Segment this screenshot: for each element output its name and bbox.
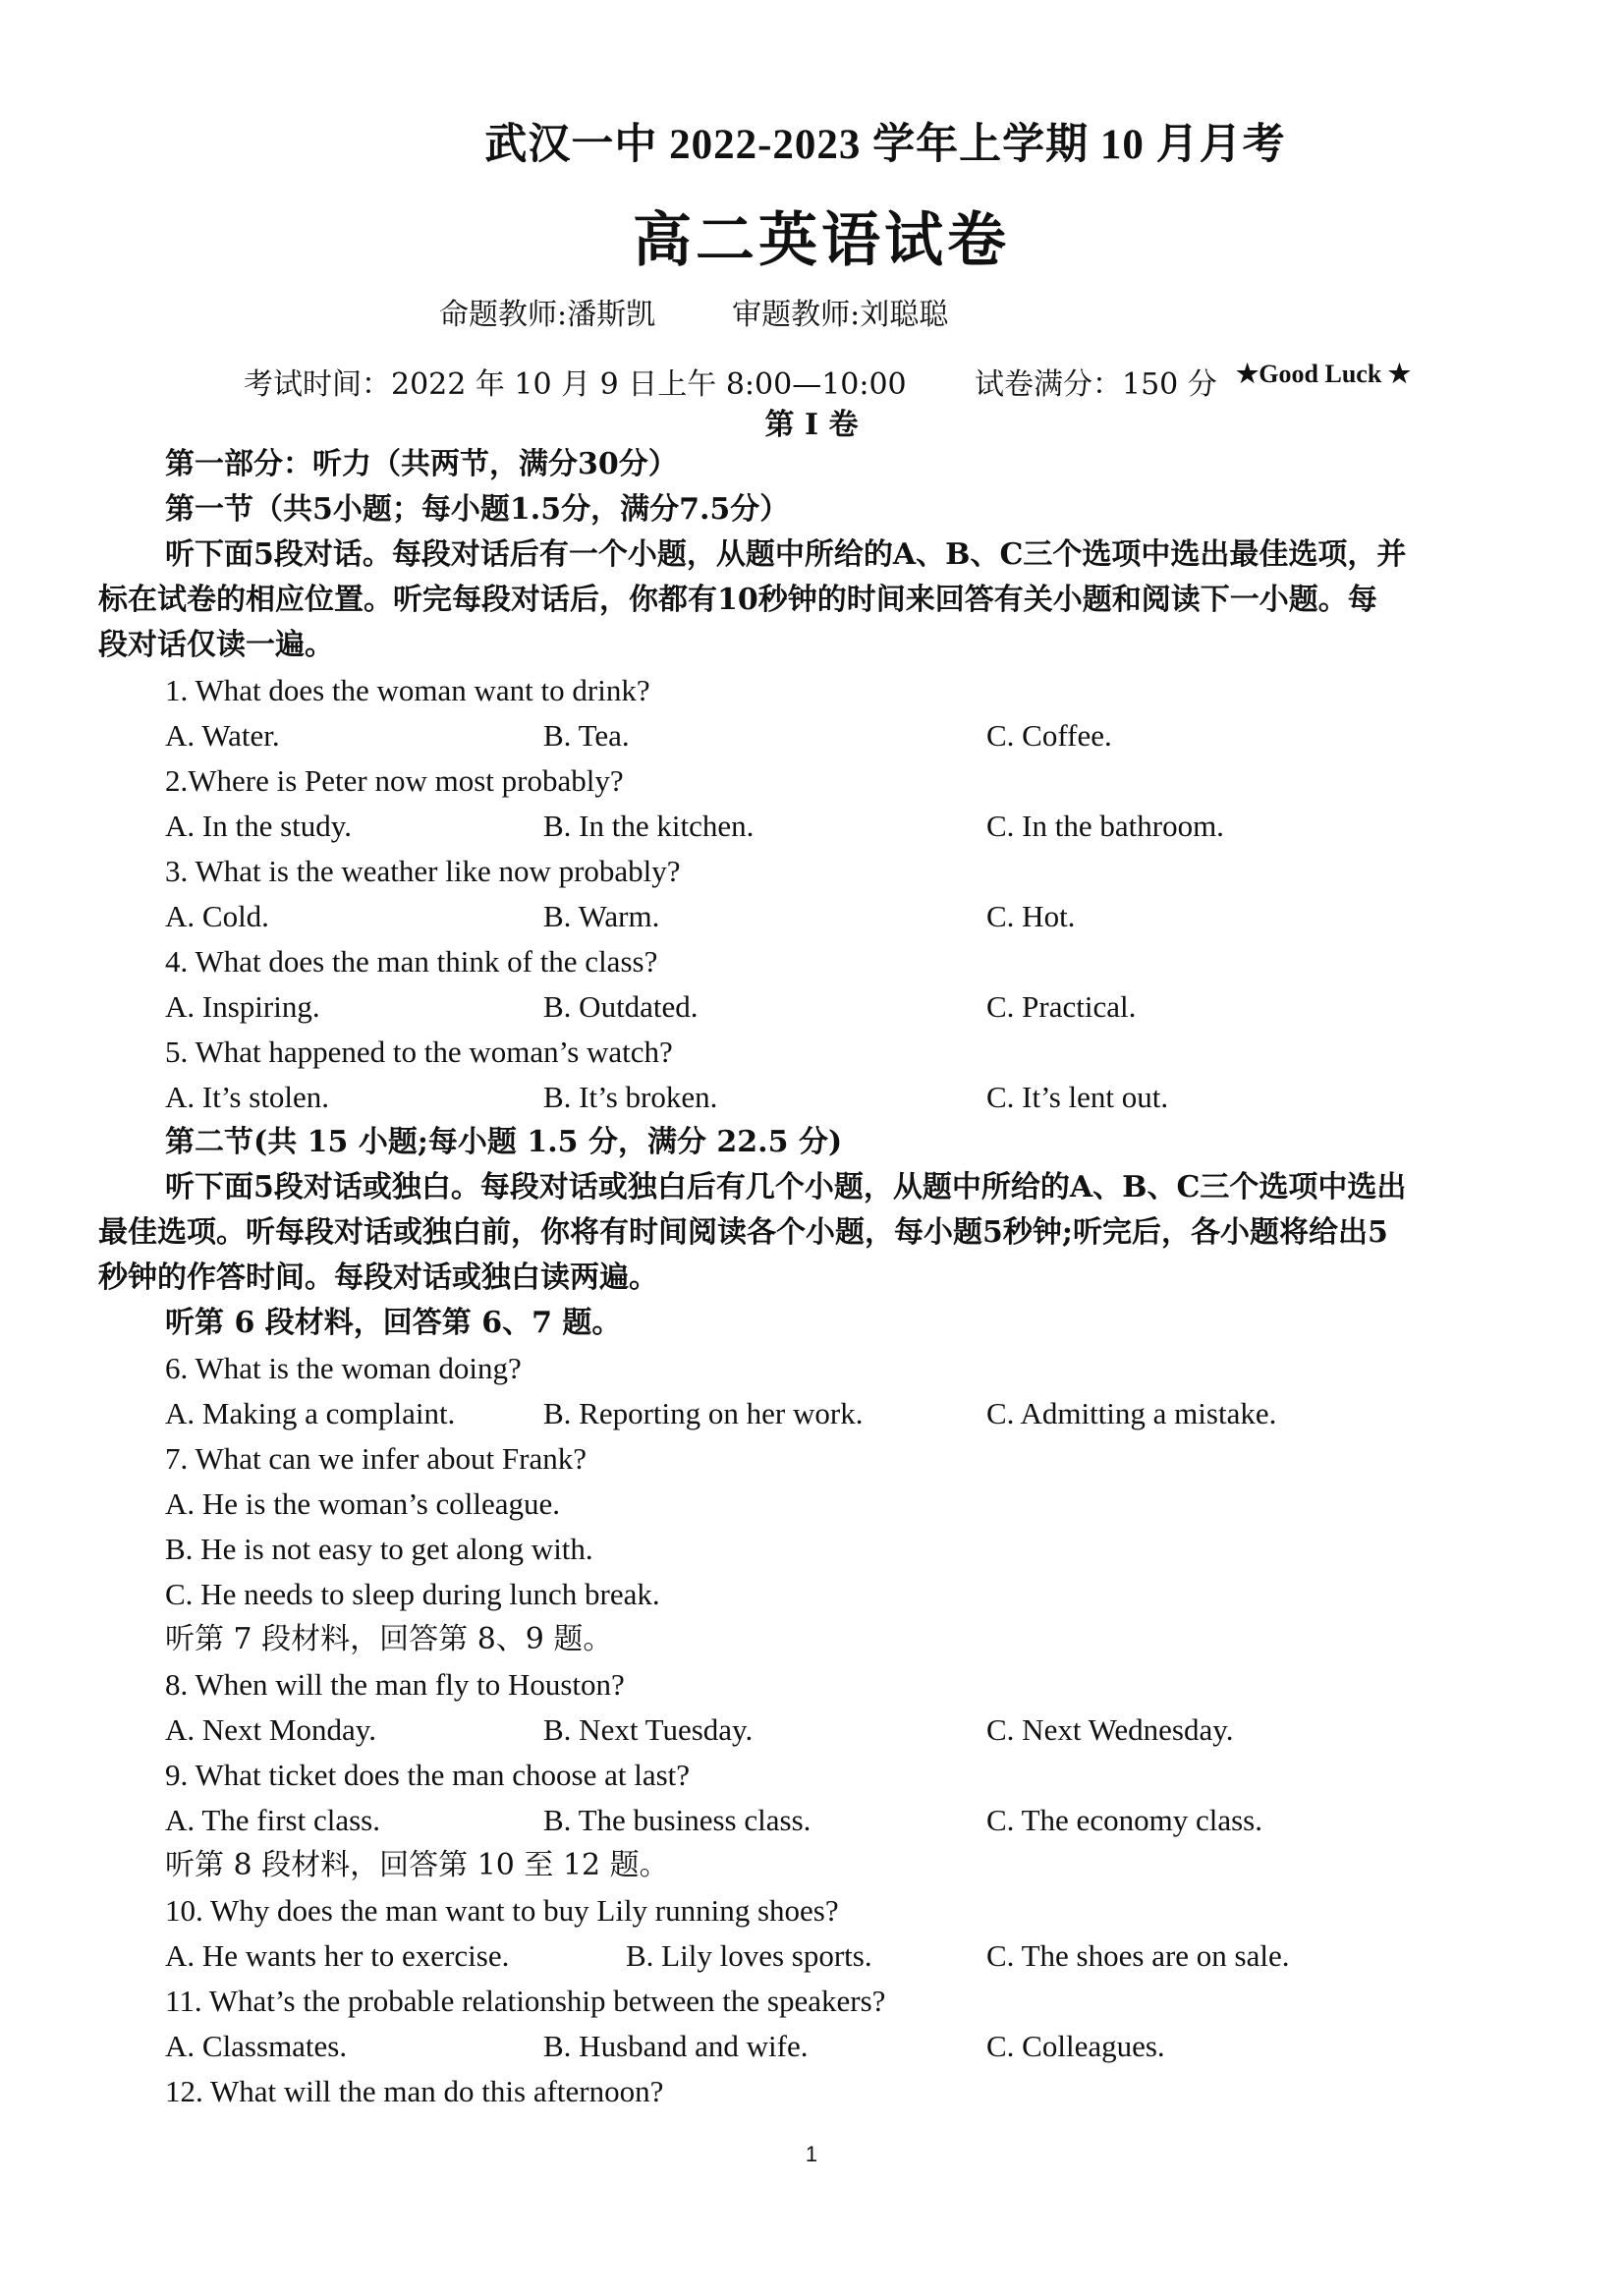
section2-instructions-line2: 最佳选项。听每段对话或独白前，你将有时间阅读各个小题，每小题5秒钟;听完后，各小题将给出5 (98, 1215, 1388, 1250)
question-1: 1. What does the woman want to drink? (165, 673, 650, 707)
option-a: A. He is the woman’s colleague. (165, 1486, 561, 1521)
question-5-options (98, 1075, 1535, 1120)
question-11-options (98, 2024, 1535, 2069)
section1-instructions-line3: 段对话仅读一遍。 (98, 628, 334, 662)
option-c: C. Admitting a mistake. (986, 1396, 1277, 1430)
page-number: 1 (805, 2142, 818, 2166)
option-b: B. Lily loves sports. (626, 1938, 872, 1973)
section1-heading: 第一节（共5小题；每小题1.5分，满分7.5分） (165, 492, 790, 527)
question-4-options (98, 984, 1535, 1030)
volume-label: 第 I 卷 (764, 408, 859, 442)
option-b: B. He is not easy to get along with. (165, 1532, 593, 1566)
exam-content (98, 442, 1535, 2114)
good-luck: ★Good Luck ★ (1236, 360, 1412, 388)
option-c: C. Hot. (986, 899, 1076, 933)
option-c: C. Next Wednesday. (986, 1712, 1234, 1747)
option-a: A. Making a complaint. (165, 1396, 456, 1430)
question-10: 10. Why does the man want to buy Lily running shoes? (165, 1893, 839, 1928)
question-12: 12. What will the man do this afternoon? (165, 2074, 664, 2108)
option-c: C. The shoes are on sale. (986, 1938, 1290, 1973)
question-6: 6. What is the woman doing? (165, 1351, 522, 1385)
option-a: A. It’s stolen. (165, 1080, 330, 1114)
option-c: C. It’s lent out. (986, 1080, 1169, 1114)
option-c: C. He needs to sleep during lunch break. (165, 1577, 660, 1611)
option-b: B. The business class. (543, 1803, 812, 1837)
option-b: B. In the kitchen. (543, 809, 755, 843)
option-c: C. Practical. (986, 989, 1137, 1024)
question-9-options (98, 1798, 1535, 1843)
section2-heading: 第二节(共 15 小题;每小题 1.5 分，满分 22.5 分) (165, 1125, 843, 1159)
option-c: C. Colleagues. (986, 2029, 1165, 2063)
part1-heading: 第一部分：听力（共两节，满分30分） (165, 447, 678, 481)
option-c: C. Coffee. (986, 718, 1112, 753)
material-8-heading: 听第 8 段材料，回答第 10 至 12 题。 (165, 1848, 669, 1882)
proposer-teacher: 命题教师:潘斯凯 (439, 298, 656, 332)
option-b: B. Husband and wife. (543, 2029, 809, 2063)
material-7-heading: 听第 7 段材料，回答第 8、9 题。 (165, 1622, 613, 1656)
section1-instructions-line1: 听下面5段对话。每段对话后有一个小题，从题中所给的A、B、C三个选项中选出最佳选项，并 (165, 537, 1407, 572)
option-b: B. It’s broken. (543, 1080, 718, 1114)
option-a: A. In the study. (165, 809, 352, 843)
option-b: B. Tea. (543, 718, 630, 753)
question-1-options (98, 713, 1535, 758)
question-11: 11. What’s the probable relationship between the speakers? (165, 1984, 886, 2018)
section2-instructions-line1: 听下面5段对话或独白。每段对话或独白后有几个小题，从题中所给的A、B、C三个选项中选出 (165, 1170, 1407, 1204)
option-c: C. In the bathroom. (986, 809, 1224, 843)
question-3: 3. What is the weather like now probably? (165, 854, 681, 888)
section1-instructions-line2: 标在试卷的相应位置。听完每段对话后，你都有10秒钟的时间来回答有关小题和阅读下一小题。每 (98, 583, 1377, 617)
option-a: A. The first class. (165, 1803, 380, 1837)
question-8: 8. When will the man fly to Houston? (165, 1667, 625, 1702)
exam-title: 武汉一中 2022-2023 学年上学期 10 月月考 (484, 122, 1286, 168)
exam-time: 考试时间：2022 年 10 月 9 日上午 8:00—10:00 (244, 367, 907, 402)
question-2-options (98, 804, 1535, 849)
option-b: B. Reporting on her work. (543, 1396, 864, 1430)
option-b: B. Next Tuesday. (543, 1712, 754, 1747)
option-b: B. Warm. (543, 899, 660, 933)
question-2: 2.Where is Peter now most probably? (165, 763, 624, 798)
option-a: A. Inspiring. (165, 989, 320, 1024)
option-b: B. Outdated. (543, 989, 699, 1024)
full-score: 试卷满分：150 分 (975, 367, 1217, 402)
question-4: 4. What does the man think of the class? (165, 944, 658, 979)
question-7: 7. What can we infer about Frank? (165, 1441, 587, 1476)
option-a: A. Classmates. (165, 2029, 348, 2063)
exam-meta-line (244, 360, 1456, 403)
question-6-options (98, 1391, 1535, 1436)
option-a: A. Cold. (165, 899, 269, 933)
option-a: A. He wants her to exercise. (165, 1938, 510, 1973)
question-9: 9. What ticket does the man choose at last? (165, 1758, 691, 1792)
option-a: A. Water. (165, 718, 280, 753)
question-8-options (98, 1708, 1535, 1753)
teachers-line (439, 290, 948, 333)
reviewer-teacher: 审题教师:刘聪聪 (732, 298, 949, 332)
exam-subtitle: 高二英语试卷 (633, 208, 1010, 273)
option-a: A. Next Monday. (165, 1712, 376, 1747)
question-10-options (98, 1933, 1535, 1979)
question-5: 5. What happened to the woman’s watch? (165, 1035, 673, 1069)
material-6-heading: 听第 6 段材料，回答第 6、7 题。 (165, 1306, 622, 1340)
section2-instructions-line3: 秒钟的作答时间。每段对话或独白读两遍。 (98, 1260, 658, 1295)
question-3-options (98, 894, 1535, 939)
option-c: C. The economy class. (986, 1803, 1262, 1837)
